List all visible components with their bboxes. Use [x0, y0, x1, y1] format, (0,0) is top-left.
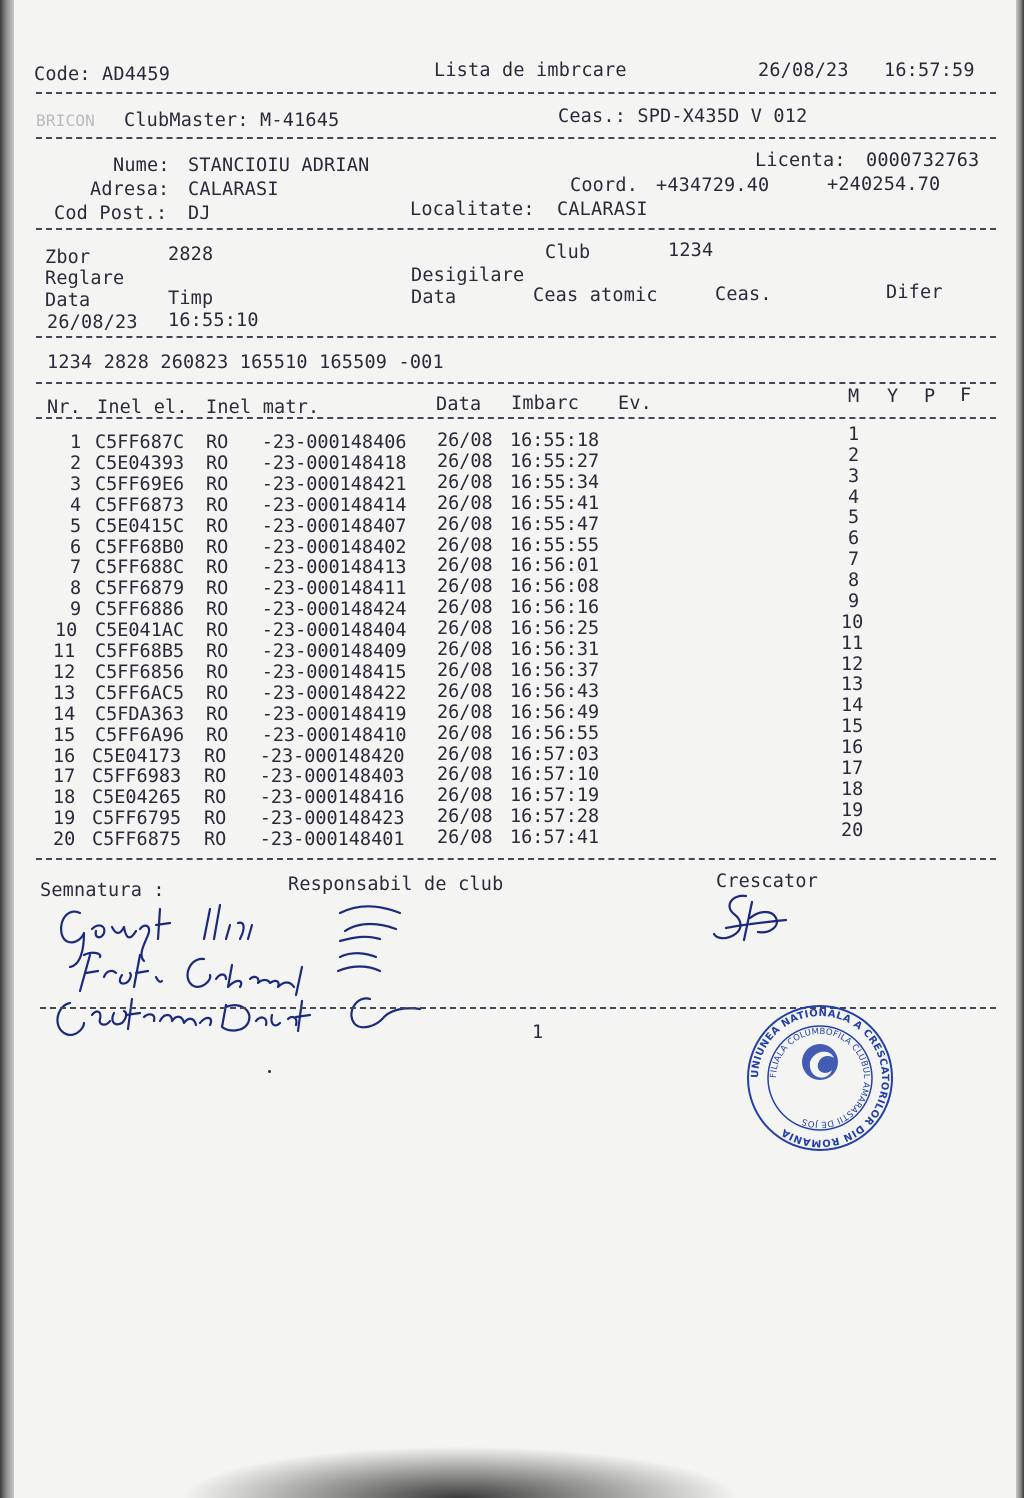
row-inel-el: C5E041AC: [95, 620, 185, 642]
row-nr: 1: [70, 432, 82, 453]
row-data: 26/08: [437, 618, 493, 640]
row-inel-el: C5E04173: [92, 745, 182, 767]
device-brand: BRICON: [36, 111, 95, 130]
divider: [36, 228, 996, 230]
code-label: Code: AD4459: [34, 64, 171, 85]
print-time: 16:57:59: [884, 60, 975, 81]
row-m-position: 13: [841, 674, 864, 696]
row-m-position: 3: [848, 465, 860, 487]
row-inel-el: C5FF6A96: [95, 724, 185, 746]
row-imbarc-time: 16:56:49: [510, 701, 600, 723]
club-label: Club: [545, 242, 591, 263]
row-imbarc-time: 16:57:03: [510, 743, 600, 765]
reglare-date: 26/08/23: [47, 312, 138, 333]
row-nr: 14: [53, 703, 76, 725]
row-imbarc-time: 16:57:41: [510, 827, 600, 849]
divider: [36, 336, 996, 338]
row-imbarc-time: 16:57:28: [510, 806, 600, 828]
row-nr: 11: [53, 641, 76, 662]
postal-label: Cod Post.:: [54, 203, 168, 224]
coord-longitude: +240254.70: [827, 174, 941, 195]
row-inel-matr: RO -23-000148416: [204, 787, 405, 809]
row-nr: 17: [53, 766, 76, 788]
row-imbarc-time: 16:55:18: [510, 430, 600, 451]
row-m-position: 20: [841, 820, 864, 842]
row-inel-matr: RO -23-000148421: [206, 473, 407, 495]
row-inel-matr: RO -23-000148410: [206, 724, 407, 746]
row-m-position: 8: [848, 570, 860, 592]
divider: [36, 858, 996, 860]
row-inel-matr: RO -23-000148409: [206, 641, 407, 662]
stamp-inner-text: FILIALA COLUMBOFILA CLUBUL AMARASTII DE JOS: [768, 1026, 872, 1130]
row-m-position: 10: [841, 611, 864, 633]
col-inel-el: Inel el.: [97, 397, 188, 418]
ceas-atomic-label: Ceas atomic: [533, 285, 658, 306]
row-inel-el: C5FF6886: [95, 599, 185, 621]
row-nr: 15: [53, 724, 76, 746]
row-inel-matr: RO -23-000148407: [206, 515, 407, 537]
row-data: 26/08: [437, 722, 493, 744]
row-inel-el: C5FF68B0: [95, 536, 185, 558]
col-ev: Ev.: [618, 393, 653, 414]
row-data: 26/08: [437, 701, 493, 723]
row-data: 26/08: [437, 764, 493, 786]
locality: CALARASI: [557, 199, 648, 220]
row-imbarc-time: 16:55:27: [510, 450, 600, 472]
row-imbarc-time: 16:55:55: [510, 534, 600, 556]
row-nr: 10: [55, 620, 78, 642]
row-inel-el: C5FF688C: [95, 557, 185, 579]
row-data: 26/08: [437, 806, 493, 828]
breeder-signature: [706, 888, 796, 950]
row-inel-matr: RO -23-000148404: [206, 620, 407, 642]
row-inel-matr: RO -23-000148422: [206, 682, 407, 704]
col-data: Data: [436, 394, 482, 415]
row-nr: 8: [70, 578, 82, 600]
club-stamp: [740, 1000, 900, 1156]
reglare-time: 16:55:10: [168, 310, 259, 331]
row-m-position: 18: [841, 778, 864, 800]
print-date: 26/08/23: [758, 60, 849, 81]
row-nr: 20: [53, 829, 76, 851]
row-m-position: 11: [841, 632, 864, 654]
zbor-number: 2828: [168, 244, 214, 265]
locality-label: Localitate:: [410, 199, 535, 220]
row-data: 26/08: [437, 827, 493, 849]
row-inel-matr: RO -23-000148403: [204, 766, 405, 788]
row-m-position: 2: [848, 444, 860, 466]
license-label: Licenta:: [755, 150, 846, 171]
row-imbarc-time: 16:56:37: [510, 659, 600, 681]
semnatura-label: Semnatura :: [40, 880, 165, 901]
row-imbarc-time: 16:55:41: [510, 492, 600, 514]
row-data: 26/08: [437, 639, 493, 660]
row-imbarc-time: 16:56:16: [510, 597, 600, 619]
coord-latitude: +434729.40: [656, 175, 770, 196]
row-m-position: 1: [848, 424, 860, 445]
row-inel-el: C5FDA363: [95, 703, 185, 725]
row-inel-matr: RO -23-000148419: [206, 703, 407, 725]
row-imbarc-time: 16:56:08: [510, 576, 600, 598]
name-label: Nume:: [113, 155, 170, 176]
row-nr: 19: [53, 808, 76, 830]
stamp-outer-text: UNIUNEA NATIONALA A CRESCATORILOR DIN ROMANIA: [749, 1007, 891, 1149]
row-nr: 2: [70, 452, 82, 474]
divider: [36, 92, 996, 94]
reglare-label: Reglare: [45, 268, 125, 289]
row-nr: 9: [70, 599, 82, 621]
row-inel-el: C5E0415C: [95, 515, 185, 537]
row-inel-el: C5FF687C: [95, 432, 185, 453]
row-data: 26/08: [437, 471, 493, 493]
bottom-shadow: [180, 1446, 740, 1498]
row-m-position: 15: [841, 716, 864, 738]
row-inel-matr: RO -23-000148420: [204, 745, 405, 767]
desigilare-data-label: Data: [411, 287, 457, 308]
col-nr: Nr.: [47, 397, 82, 418]
row-inel-el: C5FF6873: [95, 494, 185, 516]
row-inel-el: C5FF6879: [95, 578, 185, 600]
row-data: 26/08: [437, 450, 493, 472]
row-inel-matr: RO -23-000148413: [206, 557, 407, 579]
row-inel-matr: RO -23-000148418: [206, 452, 407, 474]
license-number: 0000732763: [866, 150, 980, 171]
col-m: M: [848, 386, 860, 407]
divider: [36, 417, 996, 419]
document-title: Lista de imbrcare: [434, 60, 627, 81]
row-m-position: 7: [848, 549, 860, 571]
row-inel-matr: RO -23-000148401: [204, 829, 405, 851]
row-imbarc-time: 16:55:47: [510, 513, 600, 535]
row-inel-el: C5FF69E6: [95, 473, 185, 495]
paper-right-edge-shadow: [1016, 0, 1024, 1498]
row-imbarc-time: 16:56:01: [510, 555, 600, 577]
row-data: 26/08: [437, 513, 493, 535]
row-imbarc-time: 16:57:10: [510, 764, 600, 786]
address-label: Adresa:: [90, 179, 170, 200]
row-nr: 13: [53, 682, 76, 704]
row-inel-matr: RO -23-000148415: [206, 661, 407, 683]
row-inel-matr: RO -23-000148406: [206, 432, 407, 453]
row-imbarc-time: 16:56:43: [510, 680, 600, 702]
zbor-label: Zbor: [45, 247, 91, 268]
clubmaster-id: ClubMaster: M-41645: [124, 110, 340, 131]
row-imbarc-time: 16:56:55: [510, 722, 600, 744]
coord-label: Coord.: [570, 175, 639, 196]
data-label: Data: [45, 290, 91, 311]
row-nr: 4: [70, 494, 82, 516]
row-m-position: 17: [841, 757, 864, 779]
row-m-position: 5: [848, 507, 860, 529]
ceas-label: Ceas.: [715, 284, 772, 305]
row-inel-matr: RO -23-000148423: [204, 808, 405, 830]
row-inel-el: C5FF6AC5: [95, 682, 185, 704]
row-nr: 7: [70, 557, 82, 579]
row-nr: 3: [70, 473, 82, 495]
handwritten-signatures: [40, 895, 460, 1045]
desigilare-label: Desigilare: [411, 265, 525, 286]
row-nr: 5: [70, 515, 82, 537]
row-imbarc-time: 16:56:31: [510, 639, 600, 660]
col-imbarc: Imbarc: [511, 393, 580, 414]
row-nr: 6: [70, 536, 82, 558]
row-data: 26/08: [437, 576, 493, 598]
row-inel-matr: RO -23-000148424: [206, 599, 407, 621]
col-y: Y: [887, 386, 899, 407]
row-imbarc-time: 16:56:25: [510, 618, 600, 640]
row-imbarc-time: 16:55:34: [510, 471, 600, 493]
row-inel-matr: RO -23-000148414: [206, 494, 407, 516]
row-m-position: 4: [848, 486, 860, 508]
row-inel-el: C5FF6856: [95, 661, 185, 683]
row-inel-el: C5FF68B5: [95, 641, 185, 662]
difer-label: Difer: [886, 282, 943, 303]
row-nr: 16: [53, 745, 76, 767]
row-m-position: 19: [841, 799, 864, 821]
row-inel-el: C5FF6795: [92, 808, 182, 830]
row-data: 26/08: [437, 534, 493, 556]
row-data: 26/08: [437, 430, 493, 451]
row-m-position: 14: [841, 695, 864, 717]
row-m-position: 16: [841, 736, 864, 758]
responsabil-label: Responsabil de club: [288, 874, 504, 895]
row-data: 26/08: [437, 659, 493, 681]
postal-code: DJ: [188, 203, 211, 224]
stamp-emblem-icon: [802, 1044, 838, 1080]
crescator-label: Crescator: [716, 871, 819, 892]
timp-label: Timp: [168, 288, 214, 309]
clock-id: Ceas.: SPD-X435D V 012: [558, 106, 808, 127]
row-nr: 18: [53, 787, 76, 809]
row-m-position: 6: [848, 528, 860, 550]
row-inel-matr: RO -23-000148411: [206, 578, 407, 600]
flight-code-line: 1234 2828 260823 165510 165509 -001: [47, 352, 444, 373]
row-inel-el: C5E04393: [95, 452, 185, 474]
row-data: 26/08: [437, 555, 493, 577]
col-f: F: [960, 385, 972, 406]
owner-name: STANCIOIU ADRIAN: [188, 155, 370, 176]
row-imbarc-time: 16:57:19: [510, 785, 600, 807]
divider: [36, 382, 996, 384]
row-data: 26/08: [437, 492, 493, 514]
row-inel-matr: RO -23-000148402: [206, 536, 407, 558]
divider: [36, 137, 996, 139]
row-data: 26/08: [437, 680, 493, 702]
club-number: 1234: [668, 240, 714, 261]
row-nr: 12: [53, 661, 76, 683]
row-data: 26/08: [437, 743, 493, 765]
row-data: 26/08: [437, 597, 493, 619]
owner-address: CALARASI: [188, 179, 279, 200]
col-inel-matr: Inel matr.: [206, 397, 320, 418]
col-p: P: [924, 386, 936, 407]
row-inel-el: C5FF6983: [92, 766, 182, 788]
row-m-position: 12: [841, 653, 864, 675]
ink-dot: [268, 1070, 271, 1073]
row-inel-el: C5FF6875: [92, 829, 182, 851]
row-m-position: 9: [848, 590, 860, 612]
row-data: 26/08: [437, 785, 493, 807]
row-inel-el: C5E04265: [92, 787, 182, 809]
paper-left-edge-shadow: [0, 0, 14, 1498]
page-number: 1: [532, 1022, 544, 1043]
